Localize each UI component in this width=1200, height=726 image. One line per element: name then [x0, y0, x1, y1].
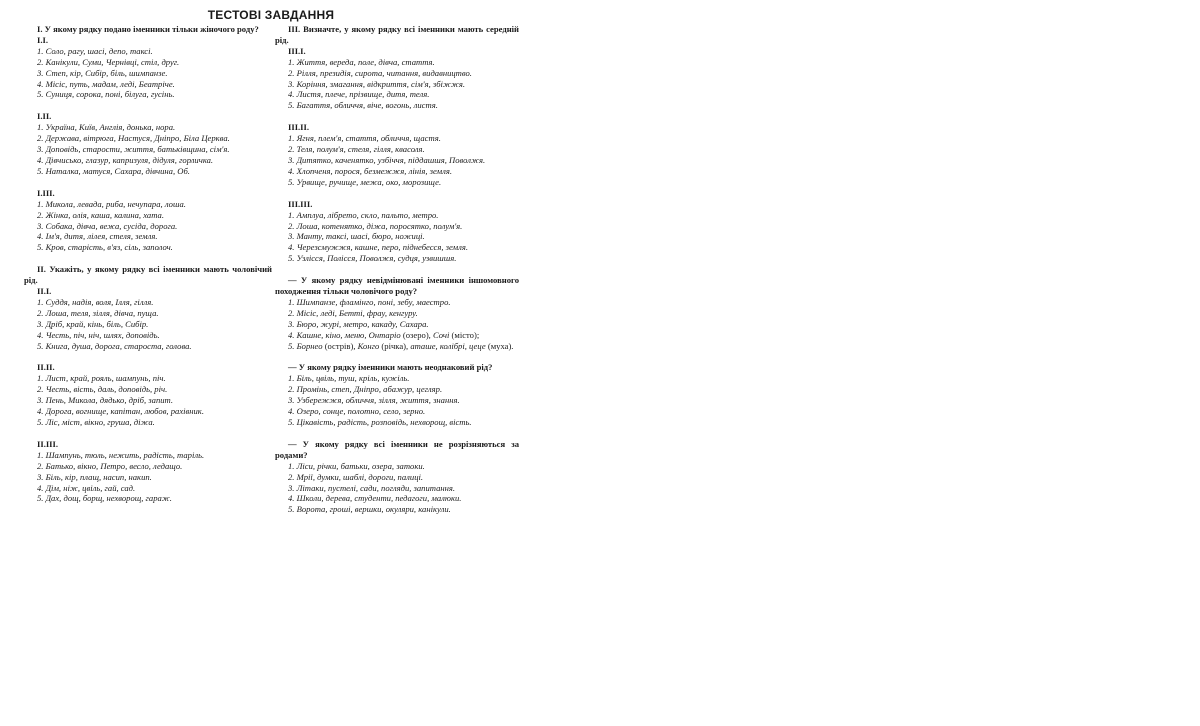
answer-option: 1. Микола, левада, риба, нечупара, лоша. — [37, 198, 186, 209]
answer-text: 5. Борнео — [288, 340, 323, 351]
answer-option — [275, 330, 519, 341]
answer-text: Сочі — [433, 329, 450, 340]
answer-option: 4. Місіс, путь, мадам, леді, Беатріче. — [37, 78, 175, 89]
answer-option: 5. Дах, дощ, борщ, нехворощ, гараж. — [37, 493, 172, 504]
answer-option: 2. Батько, вікно, Петро, весло, ледащо. — [37, 460, 183, 471]
answer-option: 5. Ліс, міст, вікно, груша, діжа. — [37, 417, 155, 427]
answer-list — [24, 373, 272, 428]
answer-option: 4. Ім'я, дитя, лілея, стеля, земля. — [37, 231, 158, 242]
answer-option: 2. Канікули, Суми, Чернівці, стіл, друг. — [37, 56, 180, 67]
answer-option: 3. Біль, кір, плащ, насип, накип. — [37, 471, 152, 482]
answer-note: (острів), — [324, 340, 356, 351]
answer-option: 4. Листя, плече, прізвище, дитя, теля. — [288, 89, 430, 100]
answer-option: 5. Урвище, ручище, межа, око, морозище. — [288, 176, 442, 187]
answer-option: 1. Ягня, плем'я, стаття, обличчя, щастя. — [288, 133, 441, 144]
answer-note: (річка), — [381, 340, 409, 351]
answer-list — [275, 57, 519, 112]
answer-list — [24, 46, 272, 101]
set-label: ІІ.І. — [37, 286, 52, 297]
answer-option: 1. Україна, Київ, Англія, донька, нора. — [37, 122, 176, 133]
answer-option: 5. Наталка, матуся, Сахара, дівчина, Об. — [37, 165, 190, 176]
answer-option: 5. Кров, старість, в'яз, сіль, заполоч. — [37, 242, 173, 253]
answer-option: 4. Черезсмужжя, кашне, перо, піднебесся, земля. — [288, 242, 468, 253]
answer-note: (місто); — [451, 329, 480, 340]
answer-option: 2. Честь, вість, даль, доповідь, річ. — [37, 384, 168, 395]
answer-option: 5. Багаття, обличчя, віче, вогонь, листя. — [288, 100, 438, 111]
answer-option: 1. Ліси, річки, батьки, озера, затоки. — [288, 460, 425, 471]
answer-option: 1. Життя, вереда, поле, дівча, стаття. — [288, 56, 435, 67]
answer-option: 1. Лист, край, рояль, шампунь, піч. — [37, 373, 166, 384]
question-3: ІІІ. Визначте, у якому рядку всі іменники мають середній рід. — [275, 24, 519, 45]
set-label: ІІІ.ІІІ. — [288, 198, 313, 209]
set-label: ІІІ.ІІ. — [288, 122, 310, 133]
answer-option: 5. Книга, душа, дорога, староста, голова. — [37, 340, 192, 351]
answer-option: 2. Теля, полум'я, стеля, гілля, квасоля. — [288, 144, 425, 155]
answer-option: 3. Літаки, пустелі, сади, погляди, запитання. — [288, 482, 456, 493]
answer-option: 3. Манту, таксі, шасі, бюро, ножиці. — [288, 231, 425, 242]
answer-option: 2. Промінь, степ, Дніпро, абажур, цегляр. — [288, 384, 443, 395]
answer-option: 3. Бюро, журі, метро, какаду, Сахара. — [288, 318, 429, 329]
answer-option: 2. Лоша, теля, зілля, дівча, пуща. — [37, 307, 159, 318]
answer-option: 3. Пень, Микола, дядько, дріб, запит. — [37, 395, 174, 406]
answer-text: аташе, колібрі, цеце — [410, 340, 486, 351]
answer-list — [275, 133, 519, 188]
answer-option: 3. Узбережжя, обличчя, зілля, життя, знання. — [288, 395, 460, 406]
set-label: І.І. — [37, 34, 48, 45]
answer-option: 1. Соло, рагу, шасі, депо, таксі. — [37, 45, 153, 56]
answer-option: 5. Ворота, гроші, вершки, окуляри, канікули. — [288, 504, 451, 515]
question-5: — У якому рядку іменники мають неоднаковий рід? — [288, 362, 493, 373]
answer-option: 3. Собака, дівча, вежа, сусіда, дорога. — [37, 220, 178, 231]
answer-option: 3. Доповідь, старости, життя, батьківщина, сім'я. — [37, 144, 230, 155]
answer-option: 3. Дріб, край, кінь, біль, Сибір. — [37, 318, 149, 329]
answer-option: 2. Жінка, олія, каша, калина, хата. — [37, 209, 164, 220]
answer-note: (муха). — [487, 340, 514, 351]
answer-text: Конго — [357, 340, 380, 351]
answer-list — [24, 122, 272, 177]
answer-option: 2. Лоша, котенятко, діжа, поросятко, полум'я. — [288, 220, 463, 231]
answer-option: 3. Дитятко, каченятко, узбіччя, піддашшя, Поволжя. — [288, 154, 486, 165]
question-2: ІІ. Укажіть, у якому рядку всі іменники мають чоловічий рід. — [24, 264, 272, 286]
left-column — [24, 24, 272, 515]
page-title: ТЕСТОВІ ЗАВДАННЯ — [207, 8, 335, 22]
set-label: ІІ.ІІ. — [37, 362, 55, 373]
answer-option: 2. Держава, вітрюга, Настуся, Дніпро, Біла Церква. — [37, 133, 230, 144]
answer-list — [24, 297, 272, 352]
answer-option: 2. Рілля, президія, сирота, читання, видавництво. — [288, 67, 472, 78]
answer-option: 5. Суниця, сорока, поні, білуга, гусінь. — [37, 89, 175, 100]
answer-option: 4. Честь, піч, ніч, шлях, доповідь. — [37, 329, 160, 340]
answer-option: 3. Коріння, змагання, відкриття, сім'я, збіжжя. — [288, 78, 466, 89]
answer-option: 1. Біль, цвіль, туш, кріль, кужіль. — [288, 373, 410, 384]
answer-option: 2. Місіс, леді, Бетті, фрау, кенгуру. — [288, 307, 418, 318]
answer-list — [24, 450, 272, 505]
answer-list — [275, 297, 519, 352]
answer-option: 2. Мрії, думки, шаблі, дороги, палиці. — [288, 471, 424, 482]
answer-option: 1. Суддя, надія, воля, Ілля, гілля. — [37, 296, 154, 307]
answer-option — [275, 341, 519, 352]
question-1: І. У якому рядку подано іменники тільки жіночого роду? — [37, 24, 259, 34]
question-6: — У якому рядку всі іменники не розрізняються за родами? — [275, 438, 519, 460]
answer-text: 4. Кашне, кіно, меню, Онтаріо — [288, 329, 401, 340]
answer-list — [275, 373, 519, 428]
right-column — [275, 24, 519, 526]
answer-option: 1. Амплуа, лібрето, скло, пальто, метро. — [288, 209, 439, 220]
answer-list — [275, 461, 519, 516]
answer-option: 4. Дівчисько, глазур, капризуля, дідуля, горличка. — [37, 154, 214, 165]
answer-list — [275, 210, 519, 265]
answer-option: 3. Степ, кір, Сибір, біль, шимпанзе. — [37, 67, 168, 78]
answer-option: 4. Дорога, вогнище, капітан, любов, рахівник. — [37, 406, 204, 417]
set-label: ІІ.ІІІ. — [37, 438, 59, 449]
answer-option: 1. Шимпанзе, фламінго, поні, зебу, маестро. — [288, 296, 451, 307]
set-label: І.ІІ. — [37, 111, 52, 122]
answer-option: 4. Хлопченя, порося, безмежжя, лінія, земля. — [288, 165, 452, 176]
answer-option: 1. Шампунь, тюль, нежить, радість, таріль. — [37, 449, 205, 460]
answer-list — [24, 199, 272, 254]
answer-option: 5. Узлісся, Полісся, Поволжя, судця, узвишшя. — [288, 253, 457, 264]
answer-note: (озеро), — [402, 329, 431, 340]
set-label: ІІІ.І. — [288, 45, 306, 56]
answer-option: 4. Озеро, сонце, полотно, село, зерно. — [288, 406, 426, 417]
question-4: — У якому рядку невідмінювані іменники іншомовного походження тільки чоловічого роду? — [275, 275, 519, 297]
set-label: І.ІІІ. — [37, 187, 55, 198]
answer-option: 5. Цікавість, радість, розповідь, нехворощ, вість. — [288, 417, 472, 427]
answer-option: 4. Школи, дерева, студенти, педагоги, малюки. — [288, 493, 462, 504]
answer-option: 4. Дім, ніж, цвіль, гай, сад. — [37, 482, 136, 493]
